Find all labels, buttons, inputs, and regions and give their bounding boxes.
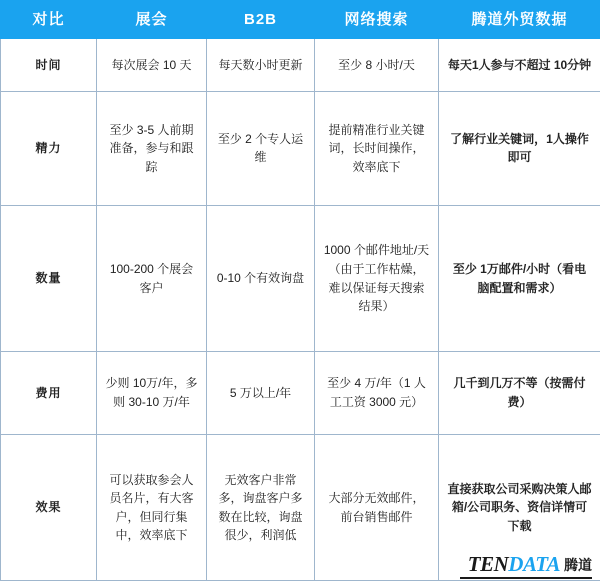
cell-quantity-web-search: 1000 个邮件地址/天（由于工作枯燥，难以保证每天搜索结果） bbox=[315, 206, 439, 352]
cell-effect-b2b: 无效客户非常多，询盘客户多数在比较，询盘很少，利润低 bbox=[207, 435, 315, 581]
column-header-tendata: 腾道外贸数据 bbox=[439, 1, 600, 39]
logo-chinese-name: 腾道 bbox=[564, 556, 592, 573]
column-header-web-search: 网络搜索 bbox=[315, 1, 439, 39]
table-row bbox=[1, 435, 600, 581]
column-header-b2b: B2B bbox=[207, 1, 315, 39]
logo-wordmark-main: TEN bbox=[467, 552, 509, 576]
cell-cost-exhibition: 少则 10万/年，多则 30-10 万/年 bbox=[97, 351, 207, 435]
cell-cost-web-search: 至少 4 万/年（1 人工工资 3000 元） bbox=[315, 351, 439, 435]
row-label-time: 时间 bbox=[1, 39, 97, 92]
cell-cost-tendata: 几千到几万不等（按需付费） bbox=[439, 351, 600, 435]
cell-effort-b2b: 至少 2 个专人运维 bbox=[207, 91, 315, 206]
row-label-effect: 效果 bbox=[1, 435, 97, 581]
table-row bbox=[1, 351, 600, 435]
column-header-exhibition: 展会 bbox=[97, 1, 207, 39]
logo-underline bbox=[460, 577, 592, 579]
cell-time-web-search: 至少 8 小时/天 bbox=[315, 39, 439, 92]
table-row bbox=[1, 206, 600, 352]
cell-time-exhibition: 每次展会 10 天 bbox=[97, 39, 207, 92]
cell-quantity-exhibition: 100-200 个展会客户 bbox=[97, 206, 207, 352]
cell-time-tendata: 每天1人参与不超过 10分钟 bbox=[439, 39, 600, 92]
table-row bbox=[1, 39, 600, 92]
cell-effect-exhibition: 可以获取参会人员名片，有大客户，但同行集中，效率底下 bbox=[97, 435, 207, 581]
cell-quantity-tendata: 至少 1万邮件/小时（看电脑配置和需求） bbox=[439, 206, 600, 352]
cell-effort-web-search: 提前精准行业关键词，长时间操作，效率底下 bbox=[315, 91, 439, 206]
row-label-quantity: 数量 bbox=[1, 206, 97, 352]
cell-effort-exhibition: 至少 3-5 人前期准备，参与和跟踪 bbox=[97, 91, 207, 206]
cell-effort-tendata: 了解行业关键词，1人操作即可 bbox=[439, 91, 600, 206]
cell-quantity-b2b: 0-10 个有效询盘 bbox=[207, 206, 315, 352]
cell-cost-b2b: 5 万以上/年 bbox=[207, 351, 315, 435]
table-row bbox=[1, 91, 600, 206]
row-label-effort: 精力 bbox=[1, 91, 97, 206]
logo-wordmark-accent: DATA bbox=[508, 552, 560, 576]
cell-effect-web-search: 大部分无效邮件，前台销售邮件 bbox=[315, 435, 439, 581]
row-label-cost: 费用 bbox=[1, 351, 97, 435]
table-header-row bbox=[1, 1, 600, 39]
cell-effect-tendata: 直接获取公司采购决策人邮箱/公司职务、资信详情可下载 bbox=[439, 435, 600, 581]
column-header-compare: 对比 bbox=[1, 1, 97, 39]
cell-time-b2b: 每天数小时更新 bbox=[207, 39, 315, 92]
